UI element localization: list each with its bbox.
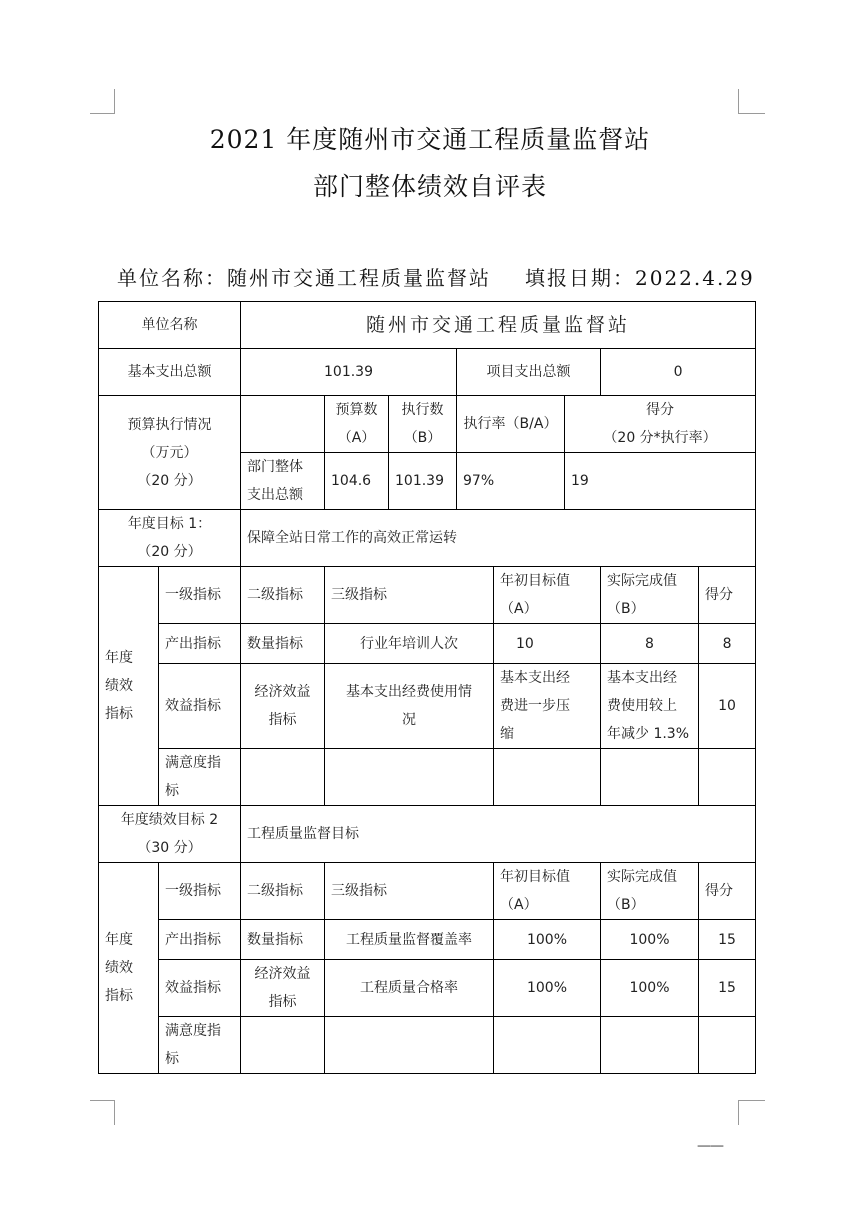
table-row [99,567,756,624]
perf2-h-score: 得分 [699,863,756,920]
project-expense-value: 0 [601,349,756,396]
exec-value-cell: 101.39 [389,453,457,510]
perf1-h-level3: 三级指标 [325,567,494,624]
perf2-r2-score: 15 [699,960,756,1017]
perf2-r3-level3 [325,1017,494,1074]
table-row [99,510,756,567]
page-footer-dash: —— [697,1138,723,1154]
perf2-r1-level2: 数量指标 [241,920,325,960]
budget-col-header: 预算数 （A） [325,396,389,453]
perf1-r2-level1: 效益指标 [159,664,241,749]
perf2-r1-score: 15 [699,920,756,960]
unit-name-line: 单位名称：随州市交通工程质量监督站 [117,266,491,290]
table-row [99,302,756,349]
perf1-r3-level1: 满意度指 标 [159,749,241,806]
goal1-label: 年度目标 1： （20 分） [99,510,241,567]
dept-total-label: 部门整体 支出总额 [241,453,325,510]
budget-blank-cell [241,396,325,453]
perf2-r3-target [494,1017,601,1074]
perf2-r2-level1: 效益指标 [159,960,241,1017]
perf1-r3-level3 [325,749,494,806]
perf1-h-level1: 一级指标 [159,567,241,624]
table-row [99,863,756,920]
goal2-label: 年度绩效目标 2 （30 分） [99,806,241,863]
table-row [99,960,756,1017]
basic-expense-value: 101.39 [241,349,457,396]
goal2-text: 工程质量监督目标 [241,806,756,863]
budget-value-cell: 104.6 [325,453,389,510]
crop-mark-bottom-right [738,1100,765,1125]
perf1-r3-target [494,749,601,806]
self-evaluation-table [98,301,756,1074]
crop-mark-bottom-left [90,1100,115,1125]
perf1-r1-level1: 产出指标 [159,624,241,664]
perf1-r1-score: 8 [699,624,756,664]
perf1-r2-level3: 基本支出经费使用情 况 [325,664,494,749]
perf1-r2-level2: 经济效益 指标 [241,664,325,749]
table-row [99,806,756,863]
perf1-r2-score: 10 [699,664,756,749]
table-row [99,624,756,664]
perf1-h-level2: 二级指标 [241,567,325,624]
perf1-r3-level2 [241,749,325,806]
crop-mark-top-left [90,89,115,114]
report-date-line: 填报日期：2022.4.29 [525,266,755,290]
perf1-side-label: 年度 绩效 指标 [99,567,159,806]
perf1-r2-actual: 基本支出经 费使用较上 年减少 1.3% [601,664,699,749]
perf1-h-target: 年初目标值 （A） [494,567,601,624]
perf2-r1-actual: 100% [601,920,699,960]
perf1-r2-target: 基本支出经 费进一步压 缩 [494,664,601,749]
score-value-cell: 19 [565,453,756,510]
perf2-r3-level2 [241,1017,325,1074]
perf2-h-level3: 三级指标 [325,863,494,920]
table-row [99,664,756,749]
perf2-r2-level2: 经济效益 指标 [241,960,325,1017]
perf2-h-level1: 一级指标 [159,863,241,920]
perf1-h-actual: 实际完成值 （B） [601,567,699,624]
unit-value-cell: 随州市交通工程质量监督站 [241,302,756,349]
perf2-r3-level1: 满意度指 标 [159,1017,241,1074]
basic-expense-label: 基本支出总额 [99,349,241,396]
perf2-r2-actual: 100% [601,960,699,1017]
perf1-r1-target: 10 [494,624,601,664]
crop-mark-top-right [738,89,765,114]
unit-label-cell: 单位名称 [99,302,241,349]
perf2-r3-score [699,1017,756,1074]
rate-value-cell: 97% [457,453,565,510]
perf2-r1-target: 100% [494,920,601,960]
perf1-r1-level2: 数量指标 [241,624,325,664]
exec-col-header: 执行数（B） [389,396,457,453]
score-col-header: 得分 （20 分*执行率） [565,396,756,453]
perf2-r2-level3: 工程质量合格率 [325,960,494,1017]
rate-col-header: 执行率（B/A） [457,396,565,453]
perf2-h-level2: 二级指标 [241,863,325,920]
table-row [99,396,756,453]
perf2-h-target: 年初目标值 （A） [494,863,601,920]
table-row [99,920,756,960]
perf1-h-score: 得分 [699,567,756,624]
perf2-r3-actual [601,1017,699,1074]
perf2-r1-level3: 工程质量监督覆盖率 [325,920,494,960]
table-row [99,749,756,806]
perf2-side-label: 年度 绩效 指标 [99,863,159,1074]
document-subtitle: 部门整体绩效自评表 [312,172,547,201]
perf1-r1-level3: 行业年培训人次 [325,624,494,664]
table-row [99,349,756,396]
perf2-r2-target: 100% [494,960,601,1017]
document-title: 2021 年度随州市交通工程质量监督站 [209,125,651,154]
project-expense-label: 项目支出总额 [457,349,601,396]
budget-execution-label: 预算执行情况 （万元） （20 分） [99,396,241,510]
perf2-h-actual: 实际完成值 （B） [601,863,699,920]
perf1-r3-score [699,749,756,806]
table-row [99,1017,756,1074]
perf2-r1-level1: 产出指标 [159,920,241,960]
goal1-text: 保障全站日常工作的高效正常运转 [241,510,756,567]
perf1-r3-actual [601,749,699,806]
perf1-r1-actual: 8 [601,624,699,664]
